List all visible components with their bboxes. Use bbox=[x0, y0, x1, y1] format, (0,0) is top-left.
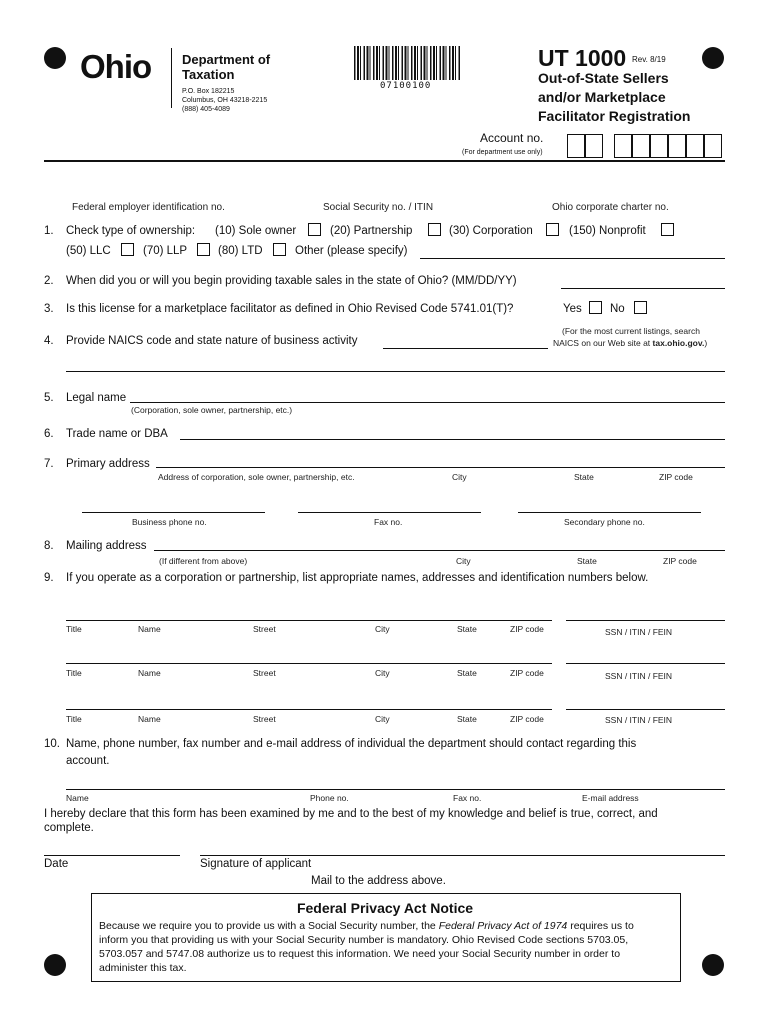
col-name: Name bbox=[138, 624, 161, 634]
q1-opt-sole-owner: (10) Sole owner bbox=[215, 225, 297, 237]
officer-ssn-line[interactable] bbox=[566, 709, 725, 710]
q1-opt-llp: (70) LLP bbox=[143, 245, 188, 257]
col-street: Street bbox=[253, 714, 276, 724]
form-title-line2: and/or Marketplace bbox=[538, 89, 666, 105]
barcode-number: 07100100 bbox=[380, 81, 432, 91]
dept-address1: P.O. Box 182215 bbox=[182, 88, 235, 95]
fein-caption: Federal employer identification no. bbox=[72, 202, 225, 213]
dept-name-line2: Taxation bbox=[182, 67, 235, 82]
q4-text: Provide NAICS code and state nature of business activity bbox=[66, 335, 358, 347]
business-phone-line[interactable] bbox=[82, 512, 265, 513]
form-title-line3: Facilitator Registration bbox=[538, 108, 691, 124]
secondary-phone-line[interactable] bbox=[518, 512, 701, 513]
registration-dot bbox=[44, 47, 66, 69]
sole-owner-checkbox[interactable] bbox=[308, 223, 321, 236]
q8-number: 8. bbox=[44, 540, 54, 552]
registration-dot bbox=[702, 47, 724, 69]
dept-phone: (888) 405-4089 bbox=[182, 106, 230, 113]
other-specify-line[interactable] bbox=[420, 258, 725, 259]
privacy-line4: administer this tax. bbox=[99, 962, 187, 974]
business-activity-line[interactable] bbox=[66, 371, 725, 372]
q2-number: 2. bbox=[44, 275, 54, 287]
dept-address2: Columbus, OH 43218-2215 bbox=[182, 97, 268, 104]
q5-text: Legal name bbox=[66, 392, 127, 404]
mail-instruction: Mail to the address above. bbox=[311, 875, 446, 887]
q1-opt-partnership: (20) Partnership bbox=[330, 225, 413, 237]
date-label: Date bbox=[44, 858, 69, 870]
q3-yes-label: Yes bbox=[563, 303, 582, 315]
q2-text: When did you or will you begin providing taxable sales in the state of Ohio? (MM/DD/YY) bbox=[66, 275, 517, 287]
col-street: Street bbox=[253, 624, 276, 634]
privacy-act-name: Federal Privacy Act of 1974 bbox=[438, 920, 568, 932]
q7-text: Primary address bbox=[66, 458, 150, 470]
registration-dot bbox=[44, 954, 66, 976]
q1-opt-corporation: (30) Corporation bbox=[449, 225, 533, 237]
account-box[interactable] bbox=[704, 134, 722, 158]
account-note: (For department use only) bbox=[462, 149, 543, 156]
account-box[interactable] bbox=[585, 134, 603, 158]
q1-text: Check type of ownership: bbox=[66, 225, 196, 237]
col-title: Title bbox=[66, 668, 82, 678]
llc-checkbox[interactable] bbox=[121, 243, 134, 256]
city-caption: City bbox=[452, 472, 467, 482]
q7-number: 7. bbox=[44, 458, 54, 470]
col-ssn: SSN / ITIN / FEIN bbox=[605, 715, 673, 725]
privacy-line1-c: requires us to bbox=[567, 920, 634, 932]
q1-number: 1. bbox=[44, 225, 54, 237]
naics-note-line1: (For the most current listings, search bbox=[562, 326, 700, 336]
no-checkbox[interactable] bbox=[634, 301, 647, 314]
mailing-zip-caption: ZIP code bbox=[663, 556, 697, 566]
naics-note-close: ) bbox=[704, 338, 708, 348]
account-box[interactable] bbox=[614, 134, 632, 158]
col-ssn: SSN / ITIN / FEIN bbox=[605, 627, 673, 637]
contact-name-caption: Name bbox=[66, 793, 89, 803]
q1-opt-nonprofit: (150) Nonprofit bbox=[569, 225, 646, 237]
legal-name-caption: (Corporation, sole owner, partnership, etc.) bbox=[131, 405, 293, 415]
q1-opt-other: Other (please specify) bbox=[295, 245, 408, 257]
account-label: Account no. bbox=[480, 131, 544, 145]
declaration-line2: complete. bbox=[44, 822, 94, 834]
mailing-diff-caption: (If different from above) bbox=[159, 556, 248, 566]
q4-number: 4. bbox=[44, 335, 54, 347]
barcode bbox=[354, 46, 460, 80]
col-city: City bbox=[375, 624, 390, 634]
form-title-line1: Out-of-State Sellers bbox=[538, 70, 669, 86]
officer-row-line[interactable] bbox=[66, 709, 552, 710]
header-rule bbox=[44, 160, 725, 162]
revision-date: Rev. 8/19 bbox=[632, 55, 666, 64]
naics-note-text: NAICS on our Web site at bbox=[553, 338, 653, 348]
charter-caption: Ohio corporate charter no. bbox=[552, 202, 669, 213]
q3-number: 3. bbox=[44, 303, 54, 315]
officer-row-line[interactable] bbox=[66, 663, 552, 664]
col-city: City bbox=[375, 714, 390, 724]
form-number: UT 1000 bbox=[538, 45, 627, 71]
naics-note-line2 bbox=[553, 338, 707, 348]
officer-ssn-line[interactable] bbox=[566, 620, 725, 621]
ltd-checkbox[interactable] bbox=[273, 243, 286, 256]
signature-line[interactable] bbox=[200, 855, 725, 856]
address-caption: Address of corporation, sole owner, partnership, etc. bbox=[158, 472, 355, 482]
account-box[interactable] bbox=[650, 134, 668, 158]
primary-address-line[interactable] bbox=[156, 467, 725, 468]
col-title: Title bbox=[66, 624, 82, 634]
contact-email-caption: E-mail address bbox=[582, 793, 639, 803]
privacy-title: Federal Privacy Act Notice bbox=[296, 900, 474, 916]
contact-line[interactable] bbox=[66, 789, 725, 790]
registration-dot bbox=[702, 954, 724, 976]
nonprofit-checkbox[interactable] bbox=[661, 223, 674, 236]
col-title: Title bbox=[66, 714, 82, 724]
q3-text: Is this license for a marketplace facilitator as defined in Ohio Revised Code 5741.01(T)? bbox=[66, 303, 514, 315]
col-street: Street bbox=[253, 668, 276, 678]
naics-line[interactable] bbox=[383, 348, 548, 349]
privacy-line1-a: Because we require you to provide us with a Social Security number, the bbox=[99, 920, 439, 932]
fax-caption: Fax no. bbox=[374, 517, 403, 527]
q6-number: 6. bbox=[44, 428, 54, 440]
partnership-checkbox[interactable] bbox=[428, 223, 441, 236]
start-date-line[interactable] bbox=[561, 288, 725, 289]
q10-number: 10. bbox=[44, 738, 60, 750]
account-box[interactable] bbox=[668, 134, 686, 158]
secondary-phone-caption: Secondary phone no. bbox=[564, 517, 645, 527]
dept-name-line1: Department of bbox=[182, 52, 271, 67]
business-phone-caption: Business phone no. bbox=[132, 517, 207, 527]
q10-text-line1: Name, phone number, fax number and e-mail address of individual the department should contact regarding this bbox=[66, 738, 637, 750]
contact-phone-caption: Phone no. bbox=[310, 793, 349, 803]
officer-row-line[interactable] bbox=[66, 620, 552, 621]
declaration-line1: I hereby declare that this form has been examined by me and to the best of my knowledge and belief is true, correct, and bbox=[44, 808, 658, 820]
col-name: Name bbox=[138, 668, 161, 678]
tax-website-link[interactable]: tax.ohio.gov. bbox=[652, 338, 705, 348]
q8-text: Mailing address bbox=[66, 540, 147, 552]
col-zip: ZIP code bbox=[510, 668, 544, 678]
llp-checkbox[interactable] bbox=[197, 243, 210, 256]
col-state: State bbox=[457, 714, 477, 724]
q9-number: 9. bbox=[44, 572, 54, 584]
fax-line[interactable] bbox=[298, 512, 481, 513]
col-state: State bbox=[457, 668, 477, 678]
yes-checkbox[interactable] bbox=[589, 301, 602, 314]
mailing-city-caption: City bbox=[456, 556, 471, 566]
q9-text: If you operate as a corporation or partnership, list appropriate names, addresses and identification numbers below. bbox=[66, 572, 649, 584]
col-zip: ZIP code bbox=[510, 714, 544, 724]
account-box[interactable] bbox=[632, 134, 650, 158]
ohio-logo: Ohio bbox=[80, 48, 152, 85]
privacy-line2: inform you that providing us with your Social Security number is mandatory. Ohio Revised Code sections 5703.05, bbox=[99, 934, 629, 946]
privacy-line3: 5703.057 and 5747.08 authorize us to request this information. We need your Social Security number in order to bbox=[99, 948, 621, 960]
legal-name-line[interactable] bbox=[130, 402, 725, 403]
account-box[interactable] bbox=[686, 134, 704, 158]
state-caption: State bbox=[574, 472, 594, 482]
contact-fax-caption: Fax no. bbox=[453, 793, 482, 803]
corporation-checkbox[interactable] bbox=[546, 223, 559, 236]
q1-opt-ltd: (80) LTD bbox=[218, 245, 263, 257]
trade-name-line[interactable] bbox=[180, 439, 725, 440]
zip-caption: ZIP code bbox=[659, 472, 693, 482]
q5-number: 5. bbox=[44, 392, 54, 404]
col-state: State bbox=[457, 624, 477, 634]
signature-label: Signature of applicant bbox=[200, 858, 312, 870]
q1-opt-llc: (50) LLC bbox=[66, 245, 111, 257]
q3-no-label: No bbox=[610, 303, 625, 315]
officer-ssn-line[interactable] bbox=[566, 663, 725, 664]
col-city: City bbox=[375, 668, 390, 678]
q10-text-line2: account. bbox=[66, 755, 110, 767]
col-zip: ZIP code bbox=[510, 624, 544, 634]
mailing-address-line[interactable] bbox=[154, 550, 725, 551]
col-name: Name bbox=[138, 714, 161, 724]
date-line[interactable] bbox=[44, 855, 180, 856]
logo-divider bbox=[171, 48, 172, 108]
ssn-caption: Social Security no. / ITIN bbox=[323, 202, 434, 213]
q6-text: Trade name or DBA bbox=[66, 428, 168, 440]
mailing-state-caption: State bbox=[577, 556, 597, 566]
col-ssn: SSN / ITIN / FEIN bbox=[605, 671, 673, 681]
privacy-line1 bbox=[99, 920, 634, 932]
account-box[interactable] bbox=[567, 134, 585, 158]
